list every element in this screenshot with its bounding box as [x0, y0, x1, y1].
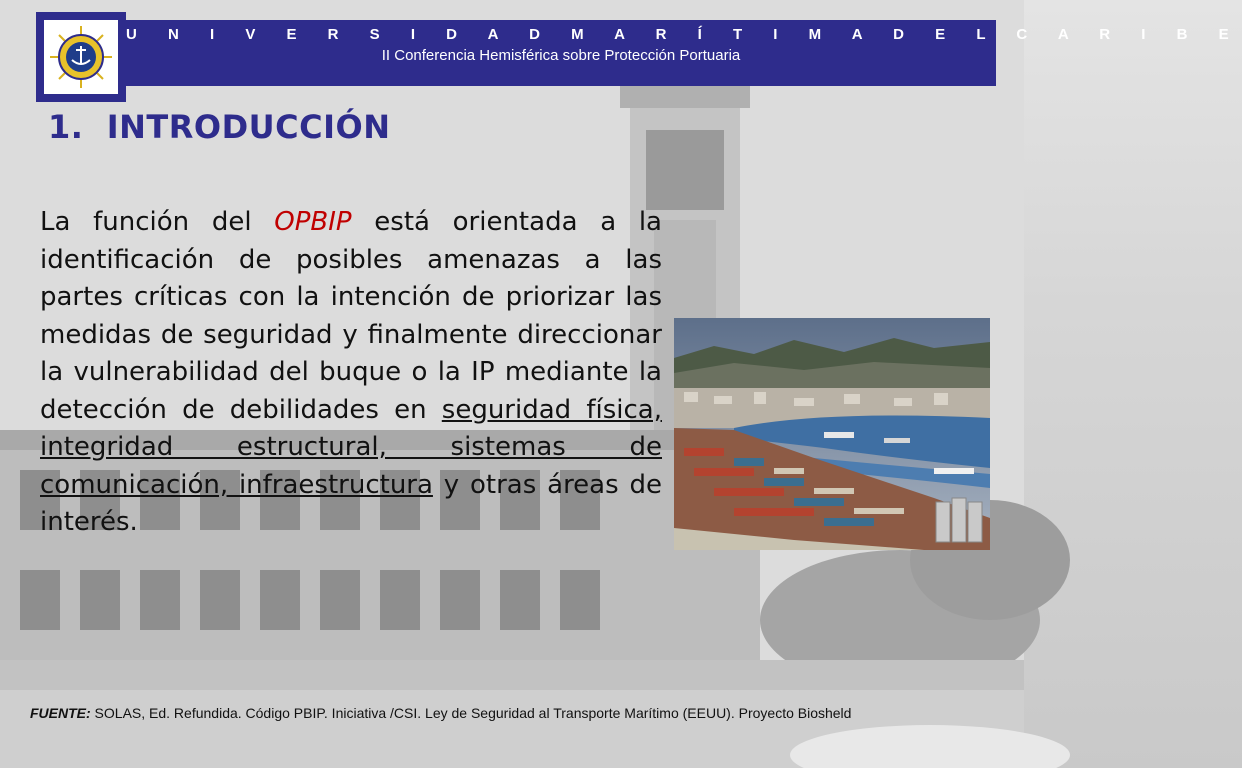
section-number: 1.	[48, 108, 84, 146]
university-name: U N I V E R S I D A D M A R Í T I M A D E L C A R I B E	[126, 26, 1242, 43]
section-title: INTRODUCCIÓN	[106, 108, 391, 146]
source-text: SOLAS, Ed. Refundida. Código PBIP. Iniciativa /CSI. Ley de Seguridad al Transporte Marítimo (EEUU). Proyecto Biosheld	[90, 705, 852, 721]
logo-frame	[36, 12, 126, 102]
port-aerial-photo	[674, 318, 990, 550]
intro-text-end: y otras áreas de interés.	[40, 469, 663, 537]
conference-name: II Conferencia Hemisférica sobre Protección Portuaria	[381, 47, 741, 64]
source-note	[30, 704, 980, 722]
intro-text-middle: está orientada a la identificación de posibles amenazas a las partes críticas con la intención de priorizar las medidas de seguridad y finalmente direccionar la vulnerabilidad del buque o la IP mediante la detección de debilidades en	[40, 207, 662, 425]
university-seal-icon	[48, 24, 114, 90]
opbip-acronym: OPBIP	[274, 207, 352, 237]
intro-paragraph	[40, 204, 662, 542]
section-heading	[48, 108, 390, 146]
intro-text-start: La función del	[40, 207, 275, 237]
underlined-areas: seguridad física, integridad estructural, sistemas de comunicación, infraestructura	[40, 394, 662, 500]
header-banner	[126, 20, 1242, 86]
source-label: FUENTE:	[30, 705, 91, 721]
